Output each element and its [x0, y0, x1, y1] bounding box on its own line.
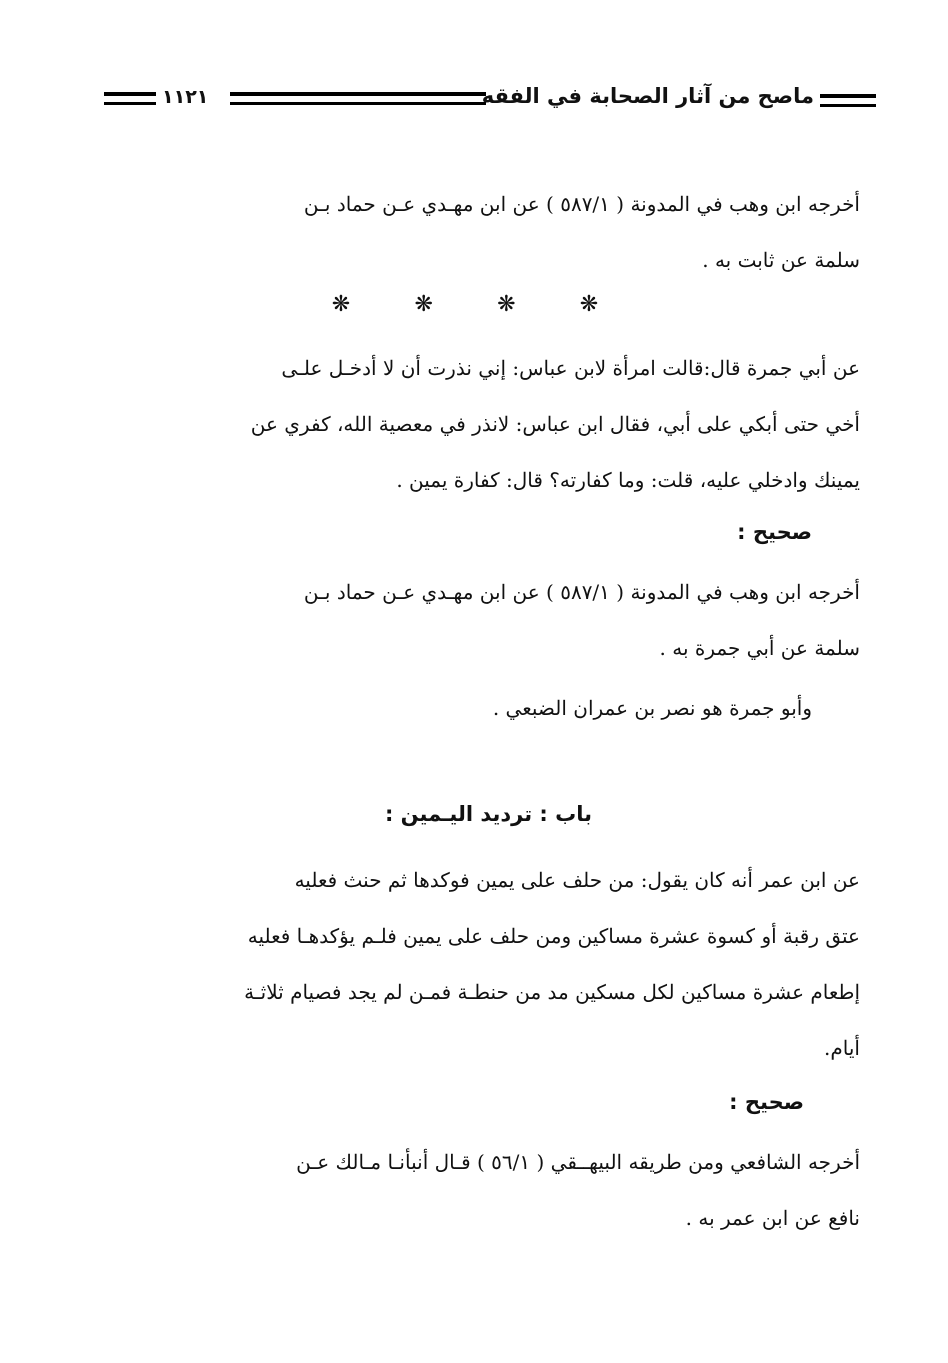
- star-separator: [330, 292, 600, 317]
- grade-label-1: صحيح :: [737, 520, 812, 544]
- text-line: عن ابن عمر أنه كان يقول: من حلف على يمين فوكدها ثم حنث فعليه: [294, 868, 860, 892]
- header-rule-left-top: [104, 92, 156, 96]
- text-line: عن أبي جمرة قال:قالت امرأة لابن عباس: إني نذرت أن لا أدخـل علـى: [281, 356, 860, 380]
- header-rule-right-bottom: [820, 104, 876, 107]
- header-rule-middle-top: [230, 92, 486, 96]
- text-line: يمينك وادخلي عليه، قلت: وما كفارته؟ قال: كفارة يمين .: [396, 468, 860, 492]
- running-header: [104, 80, 876, 120]
- takhrij-paragraph-1: [108, 176, 860, 288]
- grade-label-2: صحيح :: [729, 1090, 804, 1114]
- narrator-note: وأبو جمرة هو نصر بن عمران الضبعي .: [492, 696, 812, 720]
- star-ornament: ❋: [497, 292, 516, 317]
- text-line: نافع عن ابن عمر به .: [685, 1206, 860, 1230]
- text-line: أخرجه ابن وهب في المدونة ( ٥٨٧/١ ) عن ابن مهـدي عـن حماد بـن: [303, 580, 860, 604]
- athar-text-1: [108, 340, 860, 508]
- text-line: عتق رقبة أو كسوة عشرة مساكين ومن حلف على يمين فلـم يؤكدهـا فعليه: [247, 924, 860, 948]
- takhrij-paragraph-3: [108, 1134, 860, 1246]
- header-rule-right-top: [820, 94, 876, 98]
- text-line: أيام.: [824, 1036, 860, 1060]
- star-ornament: ❋: [414, 292, 433, 317]
- star-ornament: ❋: [331, 292, 351, 317]
- athar-text-2: [108, 852, 860, 1076]
- star-ornament: ❋: [579, 292, 599, 317]
- page-number: ١١٢١: [162, 86, 209, 108]
- header-rule-left-bottom: [104, 102, 156, 105]
- text-line: سلمة عن ثابت به .: [702, 248, 860, 272]
- header-rule-middle-bottom: [230, 102, 486, 105]
- header-title: ماصح من آثار الصحابة في الفقه: [481, 84, 814, 108]
- text-line: أخرجه الشافعي ومن طريقه البيهــقي ( ٥٦/١ ) قـال أنبأنـا مـالك عـن: [296, 1150, 860, 1174]
- takhrij-paragraph-2: [108, 564, 860, 676]
- text-line: أخي حتى أبكي على أبي، فقال ابن عباس: لانذر في معصية الله، كفري عن: [250, 412, 860, 436]
- chapter-title: باب : ترديد اليـمين :: [384, 802, 592, 826]
- text-line: أخرجه ابن وهب في المدونة ( ٥٨٧/١ ) عن ابن مهـدي عـن حماد بـن: [303, 192, 860, 216]
- text-line: سلمة عن أبي جمرة به .: [659, 636, 860, 660]
- text-line: إطعام عشرة مساكين لكل مسكين مد من حنطـة فمـن لم يجد فصيام ثلاثـة: [244, 980, 860, 1004]
